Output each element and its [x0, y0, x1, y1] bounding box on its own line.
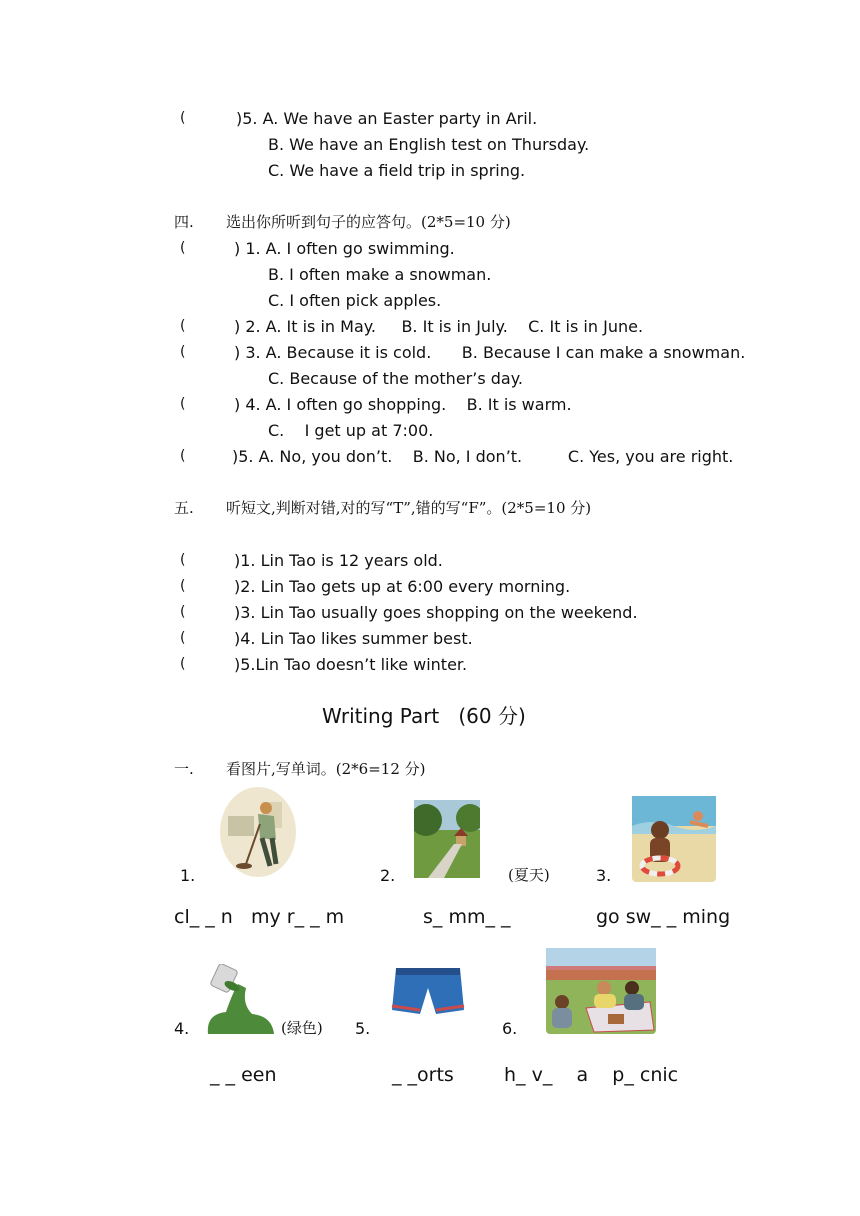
question-4-3-c: C. Because of the mother’s day.: [268, 369, 523, 388]
question-3-5-c: C. We have a field trip in spring.: [268, 161, 526, 180]
word-blank-3: go sw_ _ ming: [596, 906, 731, 928]
item-number-1: 1.: [180, 866, 196, 885]
answer-paren: (: [180, 630, 186, 646]
hint-summer: (夏天): [508, 866, 550, 884]
answer-paren: (: [180, 656, 186, 672]
green-paint-picture-icon: [202, 964, 276, 1036]
answer-paren: (: [180, 240, 186, 256]
question-5-4: )4. Lin Tao likes summer best.: [234, 629, 473, 648]
answer-paren: (: [180, 318, 186, 334]
section-5-title: 听短文,判断对错,对的写“T”,错的写“F”。(2*5=10 分): [226, 499, 592, 517]
section-4-title: 选出你所听到句子的应答句。(2*5=10 分): [226, 213, 511, 231]
item-number-5: 5.: [355, 1019, 371, 1038]
question-4-1-a: ) 1. A. I often go swimming.: [234, 239, 455, 258]
question-4-4-a: ) 4. A. I often go shopping. B. It is warm.: [234, 395, 572, 414]
hint-green: (绿色): [281, 1019, 323, 1037]
answer-paren: (: [180, 344, 186, 360]
writing-part-title: Writing Part (60 分): [322, 704, 526, 728]
question-4-3-a: ) 3. A. Because it is cold. B. Because I can make a snowman.: [234, 343, 746, 362]
shorts-picture-icon: [390, 966, 466, 1016]
answer-paren: (: [180, 110, 186, 126]
swimming-boy-picture-icon: [632, 796, 716, 882]
answer-paren: (: [180, 396, 186, 412]
writing-section-1-title: 看图片,写单词。(2*6=12 分): [226, 760, 426, 778]
word-blank-5: _ _orts: [392, 1064, 454, 1086]
question-5-2: )2. Lin Tao gets up at 6:00 every morning.: [234, 577, 571, 596]
question-5-5: )5.Lin Tao doesn’t like winter.: [234, 655, 468, 674]
word-blank-6: h_ v_ a p_ cnic: [504, 1064, 679, 1086]
question-5-1: )1. Lin Tao is 12 years old.: [234, 551, 443, 570]
word-blank-4: _ _ een: [210, 1064, 277, 1086]
question-4-2: ) 2. A. It is in May. B. It is in July. C. It is in June.: [234, 317, 644, 336]
item-number-2: 2.: [380, 866, 396, 885]
answer-paren: (: [180, 604, 186, 620]
cleaning-room-picture-icon: [218, 786, 298, 878]
answer-paren: (: [180, 552, 186, 568]
question-4-4-c: C. I get up at 7:00.: [268, 421, 434, 440]
question-4-1-c: C. I often pick apples.: [268, 291, 442, 310]
summer-park-picture-icon: [414, 800, 480, 878]
question-3-5-a: )5. A. We have an Easter party in Aril.: [236, 109, 538, 128]
section-4-number: 四.: [174, 213, 194, 231]
question-4-5: )5. A. No, you don’t. B. No, I don’t. C. Yes, you are right.: [232, 447, 734, 466]
word-blank-2: s_ mm_ _: [423, 906, 511, 928]
word-blank-1: cl_ _ n my r_ _ m: [174, 906, 345, 928]
answer-paren: (: [180, 578, 186, 594]
answer-paren: (: [180, 448, 186, 464]
writing-section-1-number: 一.: [174, 760, 194, 778]
question-5-3: )3. Lin Tao usually goes shopping on the weekend.: [234, 603, 638, 622]
section-5-number: 五.: [174, 499, 194, 517]
question-4-1-b: B. I often make a snowman.: [268, 265, 492, 284]
question-3-5-b: B. We have an English test on Thursday.: [268, 135, 590, 154]
item-number-6: 6.: [502, 1019, 518, 1038]
picnic-picture-icon: [546, 948, 656, 1034]
item-number-3: 3.: [596, 866, 612, 885]
item-number-4: 4.: [174, 1019, 190, 1038]
